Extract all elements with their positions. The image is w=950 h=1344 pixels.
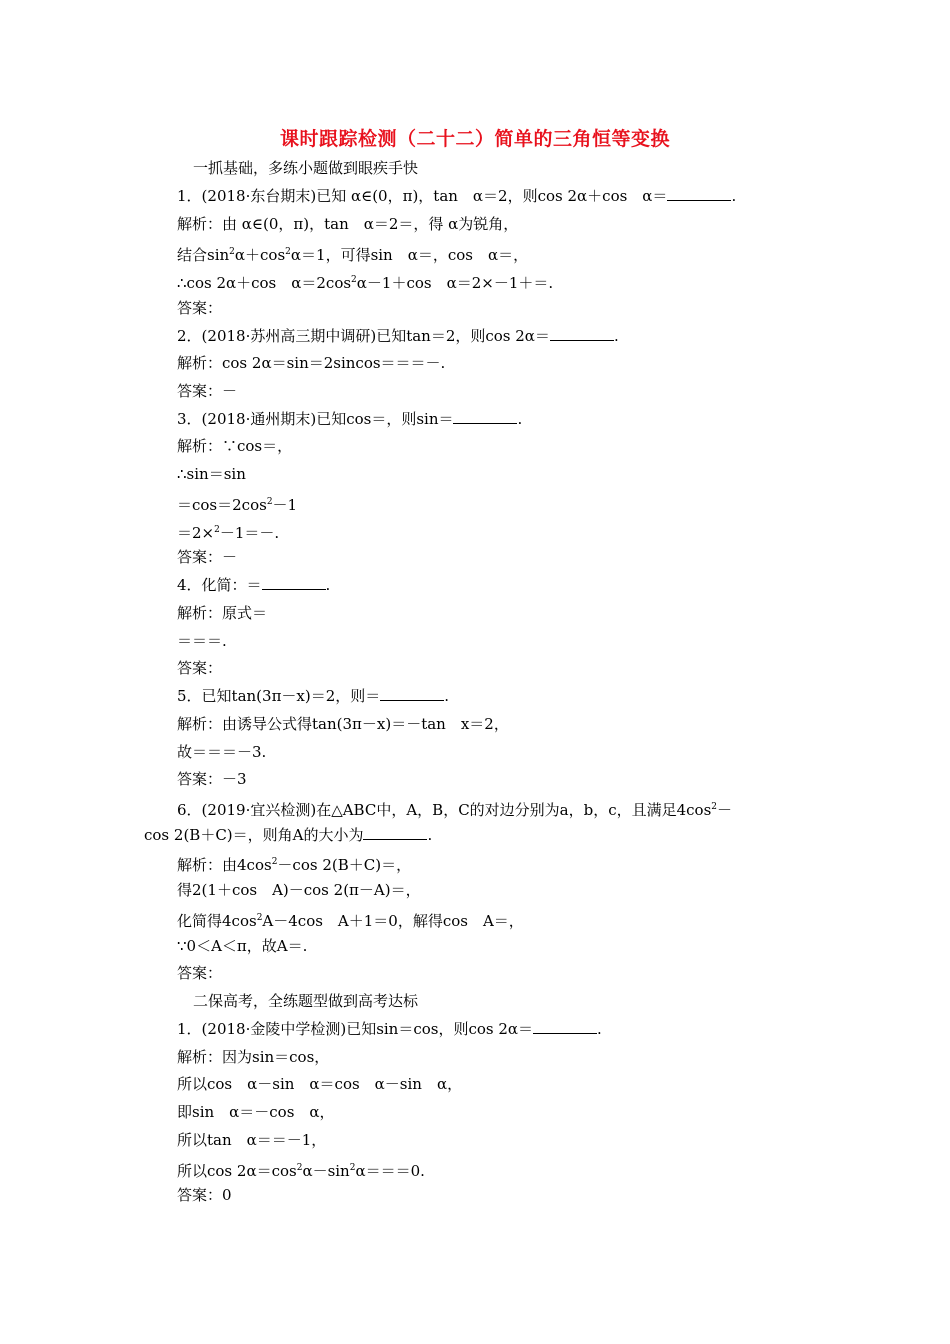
problem-6-solution-line: 得2(1＋cos A)－cos 2(π－A)＝， xyxy=(177,881,421,899)
problem-3-solution-line: $=\cos=2\cos^2-1$ xyxy=(177,496,298,514)
problem-6-solution-line: 解析：由$4\cos^2-\cos$ 2(B＋C)＝， xyxy=(177,856,412,874)
answer-blank xyxy=(667,186,731,201)
problem-6-question: 6．(2019·宜兴检测)在△ABC中，A，B，C的对边分别为a，b，c，且满足$4\cos^2-$ xyxy=(177,801,733,819)
problem-6-solution-line: 化简得$4\cos^2A-4\cos$ A＋1＝0，解得cos A＝， xyxy=(177,912,524,930)
problem-3-answer: 答案：－ xyxy=(177,548,238,566)
section2-problem-1-solution-line: 即sin α＝－cos α， xyxy=(177,1103,335,1121)
problem-1-solution-line: ∴cos 2α＋cos $\alpha=2\cos^2\alpha-1+\cos$ α＝2×－1＋＝. xyxy=(177,274,554,292)
problem-2-answer: 答案：－ xyxy=(177,382,238,400)
problem-5-question: 5．已知tan(3π－x)＝2，则＝ . xyxy=(177,687,450,705)
problem-1-question: 1．(2018·东台期末)已知 α∈(0，π)，tan α＝2，则cos 2α＋cos α＝ . xyxy=(177,187,737,205)
answer-blank xyxy=(262,575,326,590)
section-heading: 二保高考，全练题型做到高考达标 xyxy=(193,992,419,1010)
section2-problem-1-solution-line: 所以tan α＝＝－1， xyxy=(177,1131,327,1149)
answer-blank xyxy=(363,825,427,840)
problem-4-solution-line: ＝＝＝. xyxy=(177,632,227,650)
problem-5-answer: 答案：－3 xyxy=(177,770,247,788)
answer-blank xyxy=(453,409,517,424)
problem-2-solution-line: 解析：cos 2α＝sin＝2sincos＝＝＝－. xyxy=(177,354,446,372)
problem-3-solution-line: 解析：∵cos＝， xyxy=(177,437,293,455)
problem-6-question-cont: cos 2(B＋C)＝，则角A的大小为 . xyxy=(144,826,433,844)
problem-4-answer: 答案： xyxy=(177,659,223,677)
page-title: 课时跟踪检测（二十二）简单的三角恒等变换 xyxy=(279,128,670,150)
answer-blank xyxy=(380,686,444,701)
problem-1-solution-line: 解析：由 α∈(0，π)，tan α＝2＝，得 α为锐角， xyxy=(177,215,519,233)
problem-3-question: 3．(2018·通州期末)已知cos＝，则sin＝ . xyxy=(177,410,523,428)
section2-problem-1-solution-line: 所以cos α－sin α＝cos α－sin α， xyxy=(177,1075,463,1093)
section2-problem-1-question: 1．(2018·金陵中学检测)已知sin＝cos，则cos 2α＝ . xyxy=(177,1020,602,1038)
problem-5-solution-line: 解析：由诱导公式得tan(3π－x)＝－tan x＝2， xyxy=(177,715,509,733)
problem-5-solution-line: 故＝＝＝－3. xyxy=(177,743,267,761)
problem-3-solution-line: ∴sin＝sin xyxy=(177,465,246,483)
section2-problem-1-solution-line: 解析：因为sin＝cos， xyxy=(177,1048,330,1066)
answer-blank xyxy=(533,1019,597,1034)
problem-1-answer: 答案： xyxy=(177,299,223,317)
problem-4-question: 4．化简：＝ . xyxy=(177,576,331,594)
problem-1-solution-line: 结合$\sin^2\alpha+\cos^2\alpha=1$，可得sin α＝，cos α＝， xyxy=(177,246,529,264)
problem-3-solution-line: ＝2×$^2$－1＝－. xyxy=(177,524,280,542)
problem-2-question: 2．(2018·苏州高三期中调研)已知tan＝2，则cos 2α＝ . xyxy=(177,327,619,345)
problem-4-solution-line: 解析：原式＝ xyxy=(177,604,268,622)
section2-problem-1-solution-line: 所以$\cos 2\alpha=\cos^2\alpha-\sin^2\alpha===0$. xyxy=(177,1162,425,1180)
problem-6-answer: 答案： xyxy=(177,964,223,982)
problem-6-solution-line: ∵0＜A＜π，故A＝. xyxy=(177,937,308,955)
answer-blank xyxy=(550,326,614,341)
section2-problem-1-answer: 答案：0 xyxy=(177,1186,232,1204)
section-heading: 一抓基础，多练小题做到眼疾手快 xyxy=(193,159,419,177)
